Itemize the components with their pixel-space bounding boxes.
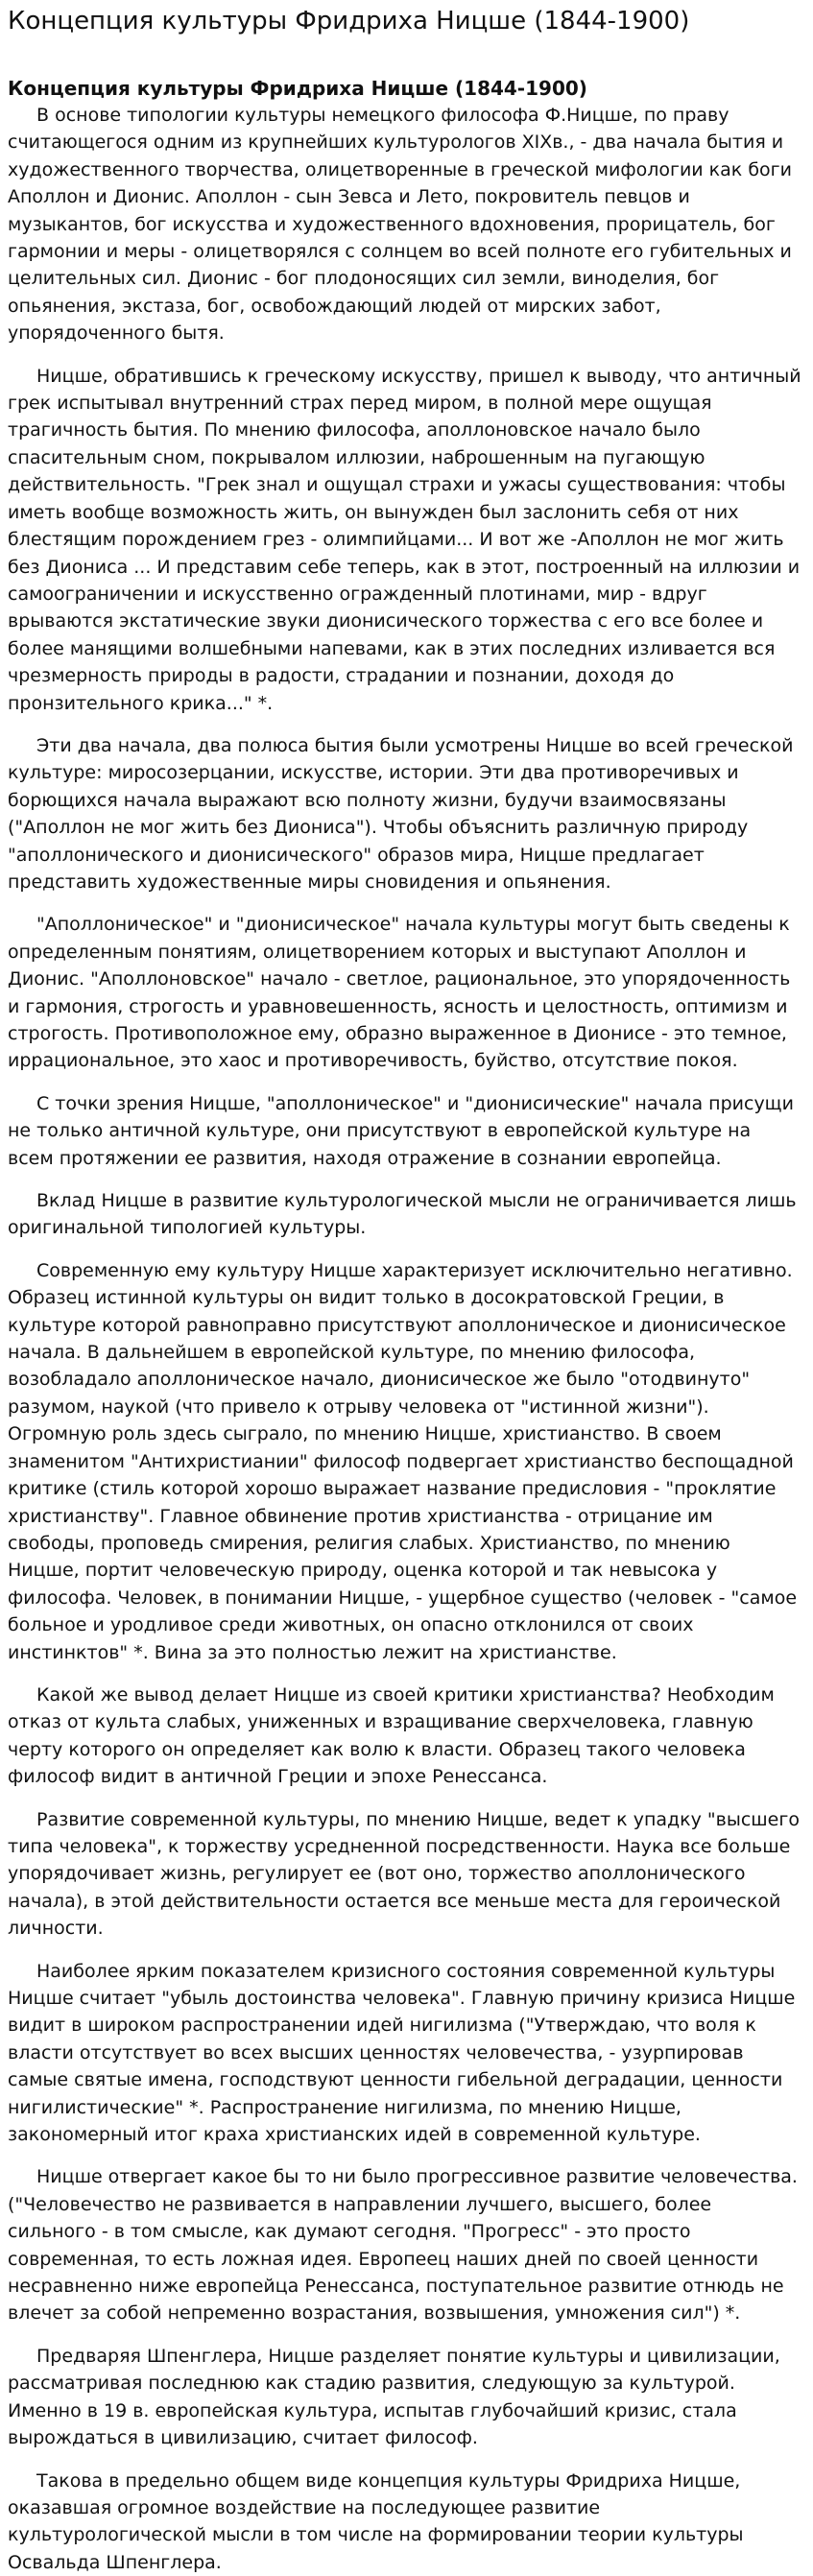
paragraph: Ницше отвергает какое бы то ни было прогрессивное развитие человечества. ("Человечество не развивается в направлении лучшего, высшего, более сильного - в том смысле, как думают сегодня. "Прогресс" - это просто современная, то есть ложная идея. Европеец наших дней по своей ценности несравненно ниже европейца Ренессанса, поступательное развитие отнюдь не влечет за собой непременно возрастания, возвышения, умножения сил") *. (8, 2163, 801, 2326)
paragraph: Наиболее ярким показателем кризисного состояния современной культуры Ницше считает "убыль достоинства человека". Главную причину кризиса Ницше видит в широком распространении идей нигилизма ("Утверждаю, что воля к власти отсутствует во всех высших ценностях человечества, - узурпировав самые святые имена, господствуют ценности гибельной деградации, ценности нигилистические" *. Распространение нигилизма, по мнению Ницше, закономерный итог краха христианских идей в современной культуре. (8, 1958, 801, 2149)
paragraph: Предваряя Шпенглера, Ницше разделяет понятие культуры и цивилизации, рассматривая последнюю как стадию развития, следующую за культурой. Именно в 19 в. европейская культура, испытав глубочайший кризис, стала вырождаться в цивилизацию, считает философ. (8, 2343, 801, 2452)
paragraph: Развитие современной культуры, по мнению Ницше, ведет к упадку "высшего типа человека", к торжеству усредненной посредственности. Наука все больше упорядочивает жизнь, регулирует ее (вот оно, торжество аполлонического начала), в этой действительности остается все меньше места для героической личности. (8, 1806, 801, 1943)
page-title: Концепция культуры Фридриха Ницше (1844-1900) (8, 6, 801, 36)
paragraph: Ницше, обратившись к греческому искусству, пришел к выводу, что античный грек испытывал внутренний страх перед миром, в полной мере ощущая трагичность бытия. По мнению философа, аполлоновское начало было спасительным сном, покрывалом иллюзии, наброшенным на пугающую действительность. "Грек знал и ощущал страхи и ужасы существования: чтобы иметь вообще возможность жить, он вынужден был заслонить себя от них блестящим порождением грез - олимпийцами... И вот же -Аполлон не мог жить без Диониса ... И представим себе теперь, как в этот, построенный на иллюзии и самоограничении и искусственно огражденный плотинами, мир - вдруг врываются экстатические звуки дионисического торжества с его все более и более манящими волшебными напевами, как в этих последних изливается вся чрезмерность природы в радости, страдании и познании, доходя до пронзительного крика..." *. (8, 363, 801, 717)
article-heading: Концепция культуры Фридриха Ницше (1844-1900) (8, 75, 801, 102)
paragraph: Эти два начала, два полюса бытия были усмотрены Ницше во всей греческой культуре: миросозерцании, искусстве, истории. Эти два противоречивых и борющихся начала выражают всю полноту жизни, будучи взаимосвязаны ("Аполлон не мог жить без Диониса"). Чтобы объяснить различную природу "аполлонического и дионисического" образов мира, Ницше предлагает представить художественные миры сновидения и опьянения. (8, 732, 801, 895)
paragraph: Вклад Ницше в развитие культурологической мысли не ограничивается лишь оригинальной типологией культуры. (8, 1187, 801, 1242)
paragraph: В основе типологии культуры немецкого философа Ф.Ницше, по праву считающегося одним из крупнейших культурологов XIXв., - два начала бытия и художественного творчества, олицетворенные в греческой мифологии как боги Аполлон и Дионис. Аполлон - сын Зевса и Лето, покровитель певцов и музыкантов, бог искусства и художественного вдохновения, прорицатель, бог гармонии и меры - олицетворялся с солнцем во всей полноте его губительных и целительных сил. Дионис - бог плодоносящих сил земли, виноделия, бог опьянения, экстаза, бог, освобождающий людей от мирских забот, упорядоченного бытя. (8, 102, 801, 347)
article (8, 75, 801, 2576)
paragraph: С точки зрения Ницше, "аполлоническое" и "дионисические" начала присущи не только античной культуре, они присутствуют в европейской культуре на всем протяжении ее развития, находя отражение в сознании европейца. (8, 1090, 801, 1172)
paragraph: Такова в предельно общем виде концепция культуры Фридриха Ницше, оказавшая огромное воздействие на последующее развитие культурологической мысли в том числе на формировании теории культуры Освальда Шпенглера. (8, 2468, 801, 2576)
paragraph: Современную ему культуру Ницше характеризует исключительно негативно. Образец истинной культуры он видит только в досократовской Греции, в культуре которой равноправно присутствуют аполлоническое и дионисическое начала. В дальнейшем в европейской культуре, по мнению философа, возобладало аполлоническое начало, дионисическое же было "отодвинуто" разумом, наукой (что привело к отрыву человека от "истинной жизни"). Огромную роль здесь сыграло, по мнению Ницше, христианство. В своем знаменитом "Антихристиании" философ подвергает христианство беспощадной критике (стиль которой хорошо выражает название предисловия - "проклятие христианству". Главное обвинение против христианства - отрицание им свободы, проповедь смирения, религия слабых. Христианство, по мнению Ницше, портит человеческую природу, оценка которой и так невысока у философа. Человек, в понимании Ницше, - ущербное существо (человек - "самое больное и уродливое среди животных, он опасно отклонился от своих инстинктов" *. Вина за это полностью лежит на христианстве. (8, 1257, 801, 1666)
paragraph: "Аполлоническое" и "дионисическое" начала культуры могут быть сведены к определенным понятиям, олицетворением которых и выступают Аполлон и Дионис. "Аполлоновское" начало - светлое, рациональное, это упорядоченность и гармония, строгость и уравновешенность, ясность и целостность, оптимизм и строгость. Противоположное ему, образно выраженное в Дионисе - это темное, иррациональное, это хаос и противоречивость, буйство, отсутствие покоя. (8, 911, 801, 1074)
paragraph: Какой же вывод делает Ницше из своей критики христианства? Необходим отказ от культа слабых, униженных и взращивание сверхчеловека, главную черту которого он определяет как волю к власти. Образец такого человека философ видит в античной Греции и эпохе Ренессанса. (8, 1682, 801, 1791)
